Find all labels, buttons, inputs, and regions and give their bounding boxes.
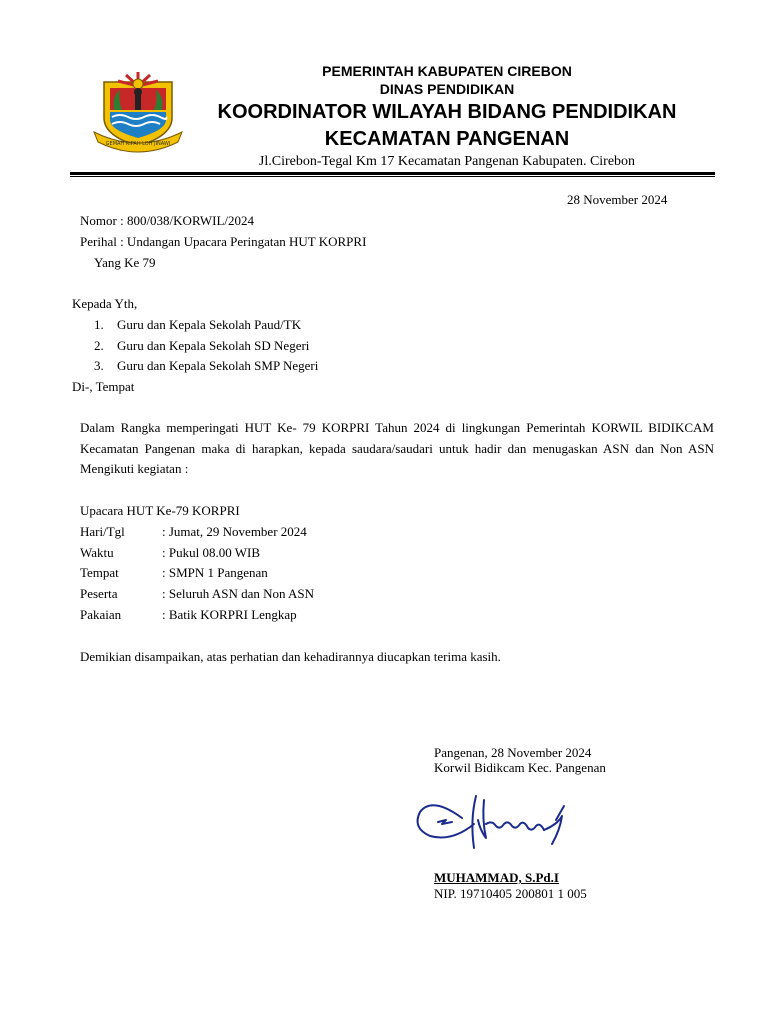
- event-details: [80, 524, 314, 627]
- handwritten-signature-icon: [412, 790, 582, 860]
- detail-value: : Batik KORPRI Lengkap: [162, 606, 297, 622]
- cirebon-emblem-icon: [90, 70, 186, 154]
- letter-subject: Perihal : Undangan Upacara Peringatan HUT KORPRI: [80, 234, 367, 249]
- recipient-list: [94, 317, 318, 379]
- letter-subject-cont: Yang Ke 79: [94, 255, 156, 270]
- kop-government: PEMERINTAH KABUPATEN CIREBON: [322, 63, 572, 79]
- list-number: 1.: [94, 317, 104, 332]
- recipient-salutation: Kepada Yth,: [72, 296, 138, 311]
- detail-row: [80, 545, 314, 566]
- list-item: [94, 358, 318, 379]
- detail-row: [80, 524, 314, 545]
- letterhead-divider: [70, 172, 715, 175]
- signature-position: Korwil Bidikcam Kec. Pangenan: [434, 760, 606, 775]
- kop-district: KECAMATAN PANGENAN: [324, 128, 570, 150]
- recipient-place: Di-, Tempat: [72, 379, 135, 394]
- letter-date: 28 November 2024: [567, 192, 668, 207]
- list-item: [94, 338, 318, 359]
- list-number: 3.: [94, 358, 104, 373]
- signatory-name: MUHAMMAD, S.Pd.I: [434, 870, 559, 885]
- letterhead-divider-thin: [70, 176, 715, 177]
- detail-row: [80, 607, 314, 628]
- kop-office: KOORDINATOR WILAYAH BIDANG PENDIDIKAN: [217, 101, 677, 123]
- list-item: [94, 317, 318, 338]
- detail-value: : SMPN 1 Pangenan: [162, 565, 268, 581]
- list-text: Guru dan Kepala Sekolah SD Negeri: [117, 337, 310, 353]
- detail-label: Waktu: [80, 544, 114, 560]
- kop-address: Jl.Cirebon-Tegal Km 17 Kecamatan Pangenan Kabupaten. Cirebon: [258, 154, 636, 169]
- list-text: Guru dan Kepala Sekolah SMP Negeri: [117, 358, 319, 373]
- letter-number: Nomor : 800/038/KORWIL/2024: [80, 213, 255, 228]
- signatory-nip: NIP. 19710405 200801 1 005: [434, 886, 587, 901]
- signature-place-date: Pangenan, 28 November 2024: [434, 745, 592, 760]
- list-number: 2.: [94, 337, 104, 353]
- body-paragraph: Dalam Rangka memperingati HUT Ke- 79 KORPRI Tahun 2024 di lingkungan Pemerintah KORWIL BIDIKCAM Kecamatan Pangenan maka di harapkan, kepada saudara/saudari untuk hadir dan menugaskan ASN dan Non ASN Mengikuti kegiatan :: [80, 420, 714, 476]
- detail-row: [80, 586, 314, 607]
- detail-value: : Seluruh ASN dan Non ASN: [162, 586, 315, 602]
- detail-row: [80, 565, 314, 586]
- event-title: Upacara HUT Ke-79 KORPRI: [80, 503, 240, 518]
- detail-value: : Pukul 08.00 WIB: [162, 544, 260, 560]
- kop-department: DINAS PENDIDIKAN: [379, 81, 515, 97]
- list-text: Guru dan Kepala Sekolah Paud/TK: [117, 317, 302, 332]
- closing-sentence: Demikian disampaikan, atas perhatian dan kehadirannya diucapkan terima kasih.: [80, 649, 501, 664]
- detail-label: Pakaian: [80, 606, 122, 622]
- svg-text:GEMAH RIPAH LOH JINAWI: GEMAH RIPAH LOH JINAWI: [105, 141, 171, 147]
- detail-label: Peserta: [80, 586, 118, 602]
- detail-label: Tempat: [80, 565, 119, 581]
- detail-label: Hari/Tgl: [80, 524, 125, 539]
- detail-value: : Jumat, 29 November 2024: [162, 524, 307, 539]
